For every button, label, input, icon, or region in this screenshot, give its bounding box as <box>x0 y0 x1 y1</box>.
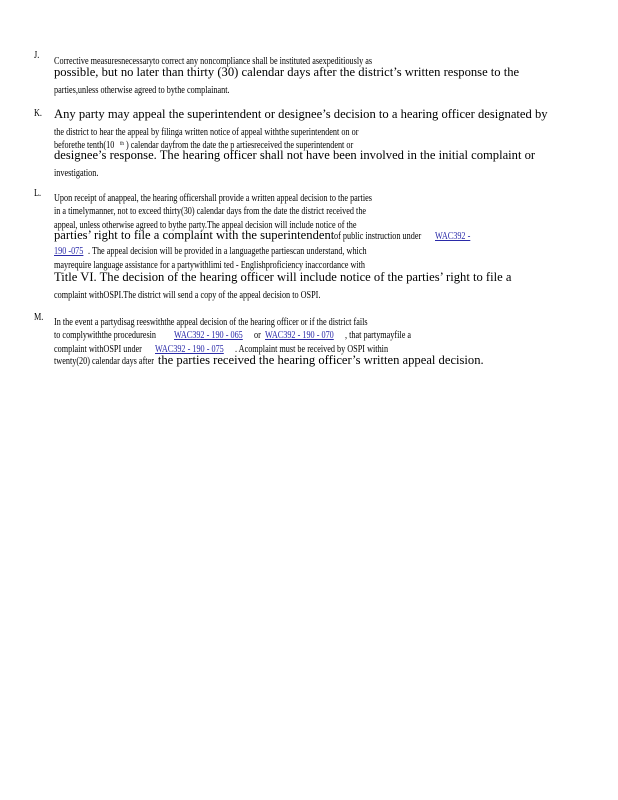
item-line: beforethe tenth(10 th ) calendar dayfrom the date the p artiesreceived the superintendent or <box>54 140 354 151</box>
wac-link[interactable]: WAC392 - 190 - 075 <box>155 344 225 355</box>
item-line: appeal, unless otherwise agreed to bythe party.The appeal decision will include notice of the <box>54 220 357 231</box>
item-letter: J. <box>34 50 40 61</box>
item-line: Upon receipt of anappeal, the hearing officershall provide a written appeal decision to the parties <box>54 193 372 204</box>
item-line: Title VI. The decision of the hearing officer will include notice of the parties’ right to file a <box>54 270 512 284</box>
item-line: parties,unless otherwise agreed to bythe complainant. <box>54 85 230 96</box>
wac-link[interactable]: WAC392 - <box>434 231 470 242</box>
wac-link[interactable]: WAC392 - 190 - 070 <box>264 330 334 341</box>
wac-link[interactable]: 190 -075 <box>54 246 84 257</box>
item-line: mayrequire language assistance for a partywithlimi ted - Englishproficiency inaccordance with <box>54 260 366 271</box>
item-line: twenty(20) calendar days after the parties received the hearing officer’s written appeal decision. <box>54 353 484 367</box>
item-line: Any party may appeal the superintendent or designee’s decision to a hearing officer designated by <box>54 107 548 121</box>
item-line: 190 -075 . The appeal decision will be provided in a languagethe partiescan understand, which <box>54 246 367 257</box>
wac-link[interactable]: WAC392 - 190 - 065 <box>174 330 244 341</box>
item-line: complaint withOSPI.The district will send a copy of the appeal decision to OSPI. <box>54 290 321 301</box>
item-line: possible, but no later than thirty (30) calendar days after the district’s written response to the <box>54 65 520 79</box>
item-line: the district to hear the appeal by filinga written notice of appeal withthe superintendent on or <box>54 127 359 138</box>
item-line: Corrective measuresnecessaryto correct any noncompliance shall be instituted asexpeditiously as <box>54 56 373 67</box>
item-line: parties’ right to file a complaint with the superintendent of public instruction under WAC392 - <box>54 228 470 242</box>
item-letter: K. <box>34 108 42 119</box>
item-line: designee’s response. The hearing officer shall not have been involved in the initial complaint or <box>54 148 536 162</box>
item-line: complaint withOSPI under WAC392 - 190 - 075 . Acomplaint must be received by OSPI within <box>54 344 389 355</box>
item-line: in a timelymanner, not to exceed thirty(30) calendar days from the date the district received the <box>54 206 367 217</box>
item-line: In the event a partydisag reeswiththe appeal decision of the hearing officer or if the district fails <box>54 317 368 328</box>
item-letter: L. <box>34 188 42 199</box>
superscript: th <box>119 141 124 147</box>
item-letter: M. <box>34 312 44 323</box>
item-line: to complywiththe proceduresin WAC392 - 190 - 065 or WAC392 - 190 - 070 , that partymayfile a <box>54 330 411 341</box>
item-line: investigation. <box>54 168 99 179</box>
